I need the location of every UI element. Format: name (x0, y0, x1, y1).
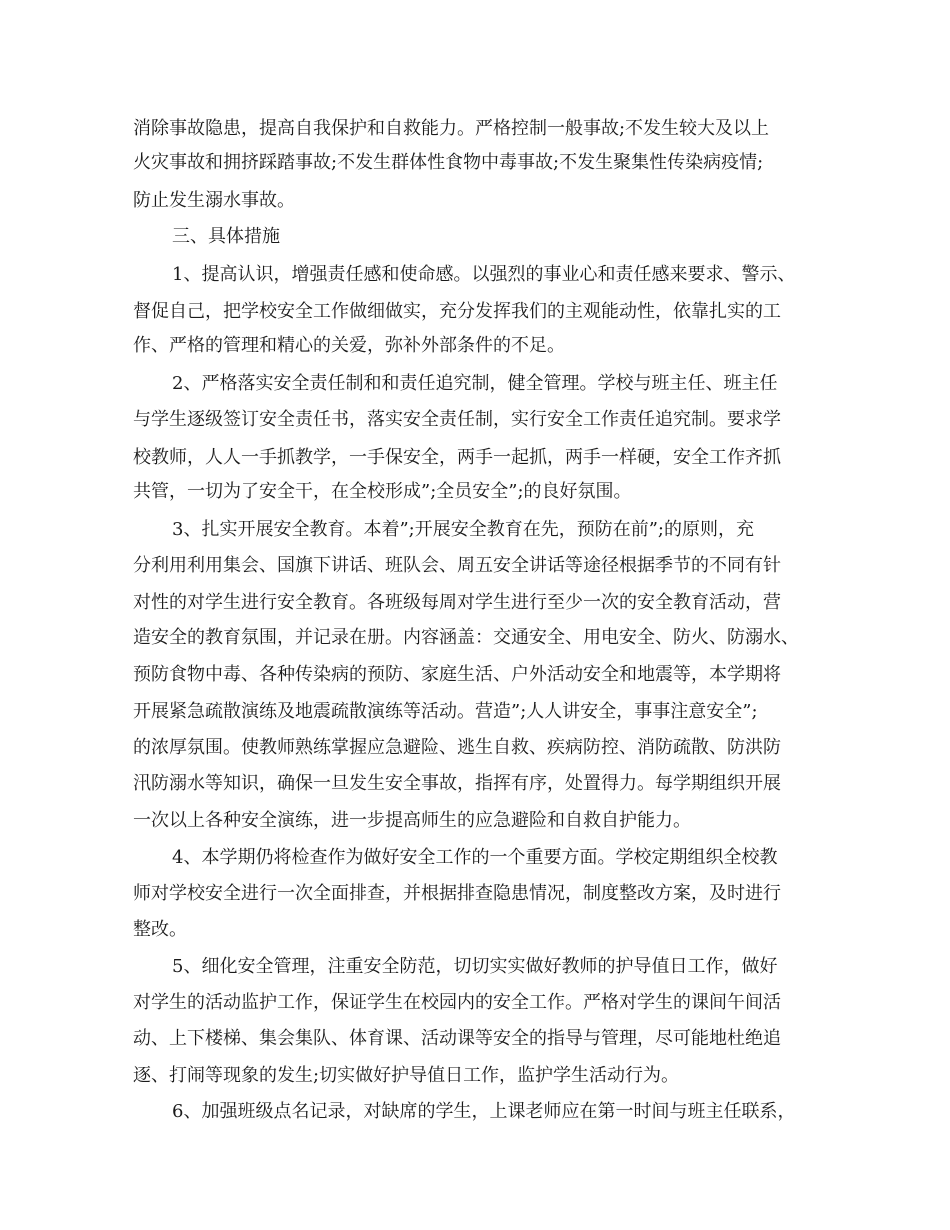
paragraph-first-line (0, 1094, 950, 1130)
text-line (0, 657, 950, 693)
text-line (0, 1058, 950, 1094)
line-27: 逐、打闹等现象的发生;切实做好护导值日工作，监护学生活动行为。 (133, 1065, 680, 1086)
text-line (0, 440, 950, 476)
line-17: 开展紧急疏散演练及地震疏散演练等活动。营造”;人人讲安全，事事注意安全”; (133, 701, 758, 722)
section-heading: 三、具体措施 (172, 226, 280, 247)
text-line (0, 183, 950, 219)
line-6: 督促自己，把学校安全工作做细做实，充分发挥我们的主观能动性，依靠扎实的工 (133, 301, 781, 322)
text-line (0, 876, 950, 912)
paragraph-first-line (0, 949, 950, 985)
line-28: 6、加强班级点名记录，对缺席的学生，上课老师应在第一时间与班主任联系， (172, 1101, 796, 1122)
line-14: 对性的对学生进行安全教育。各班级每周对学生进行至少一次的安全教育活动，营 (133, 592, 781, 613)
text-line (0, 328, 950, 364)
line-5: 1、提高认识，增强责任感和使命感。以强烈的事业心和责任感来要求、警示、 (172, 264, 796, 285)
line-20: 一次以上各种安全演练，进一步提高师生的应急避险和自救自护能力。 (133, 810, 691, 831)
text-line (0, 402, 950, 438)
line-10: 校教师，人人一手抓教学，一手保安全，两手一起抓，两手一样硬，安全工作齐抓 (133, 447, 781, 468)
text-line (0, 766, 950, 802)
text-line (0, 294, 950, 330)
line-12: 3、扎实开展安全教育。本着”;开展安全教育在先，预防在前”;的原则，充 (172, 519, 754, 540)
section-heading-line (0, 219, 950, 255)
paragraph-first-line (0, 512, 950, 548)
line-7: 作、严格的管理和精心的关爱，弥补外部条件的不足。 (133, 335, 565, 356)
line-21: 4、本学期仍将检查作为做好安全工作的一个重要方面。学校定期组织全校教 (172, 847, 778, 868)
text-line (0, 730, 950, 766)
line-3: 防止发生溺水事故。 (133, 190, 295, 211)
text-line (0, 474, 950, 510)
line-8: 2、严格落实安全责任制和和责任追究制，健全管理。学校与班主任、班主任 (172, 373, 778, 394)
text-line (0, 111, 950, 147)
line-22: 师对学校安全进行一次全面排查，并根据排查隐患情况，制度整改方案，及时进行 (133, 883, 781, 904)
line-25: 对学生的活动监护工作，保证学生在校园内的安全工作。严格对学生的课间午间活 (133, 992, 781, 1013)
line-1: 消除事故隐患，提高自我保护和自救能力。严格控制一般事故;不发生较大及以上 (133, 118, 770, 139)
text-line (0, 1021, 950, 1057)
line-18: 的浓厚氛围。使教师熟练掌握应急避险、逃生自救、疾病防控、消防疏散、防洪防 (133, 737, 781, 758)
line-24: 5、细化安全管理，注重安全防范，切切实实做好教师的护导值日工作，做好 (172, 956, 778, 977)
text-line (0, 620, 950, 656)
line-26: 动、上下楼梯、集会集队、体育课、活动课等安全的指导与管理，尽可能地杜绝追 (133, 1028, 781, 1049)
line-19: 汛防溺水等知识，确保一旦发生安全事故，指挥有序，处置得力。每学期组织开展 (133, 773, 781, 794)
line-15: 造安全的教育氛围，并记录在册。内容涵盖：交通安全、用电安全、防火、防溺水、 (133, 627, 799, 648)
line-2: 火灾事故和拥挤踩踏事故;不发生群体性食物中毒事故;不发生聚集性传染病疫情; (133, 152, 764, 173)
line-11: 共管，一切为了安全干，在全校形成”;全员安全”;的良好氛围。 (133, 481, 632, 502)
text-line (0, 985, 950, 1021)
text-line (0, 145, 950, 181)
text-line (0, 912, 950, 948)
paragraph-first-line (0, 257, 950, 293)
paragraph-first-line (0, 366, 950, 402)
line-13: 分利用利用集会、国旗下讲话、班队会、周五安全讲话等途径根据季节的不同有针 (133, 555, 781, 576)
text-line (0, 548, 950, 584)
paragraph-first-line (0, 840, 950, 876)
text-line (0, 803, 950, 839)
text-line (0, 694, 950, 730)
line-23: 整改。 (133, 919, 187, 940)
text-line (0, 585, 950, 621)
line-16: 预防食物中毒、各种传染病的预防、家庭生活、户外活动安全和地震等，本学期将 (133, 664, 781, 685)
line-9: 与学生逐级签订安全责任书，落实安全责任制，实行安全工作责任追究制。要求学 (133, 409, 781, 430)
